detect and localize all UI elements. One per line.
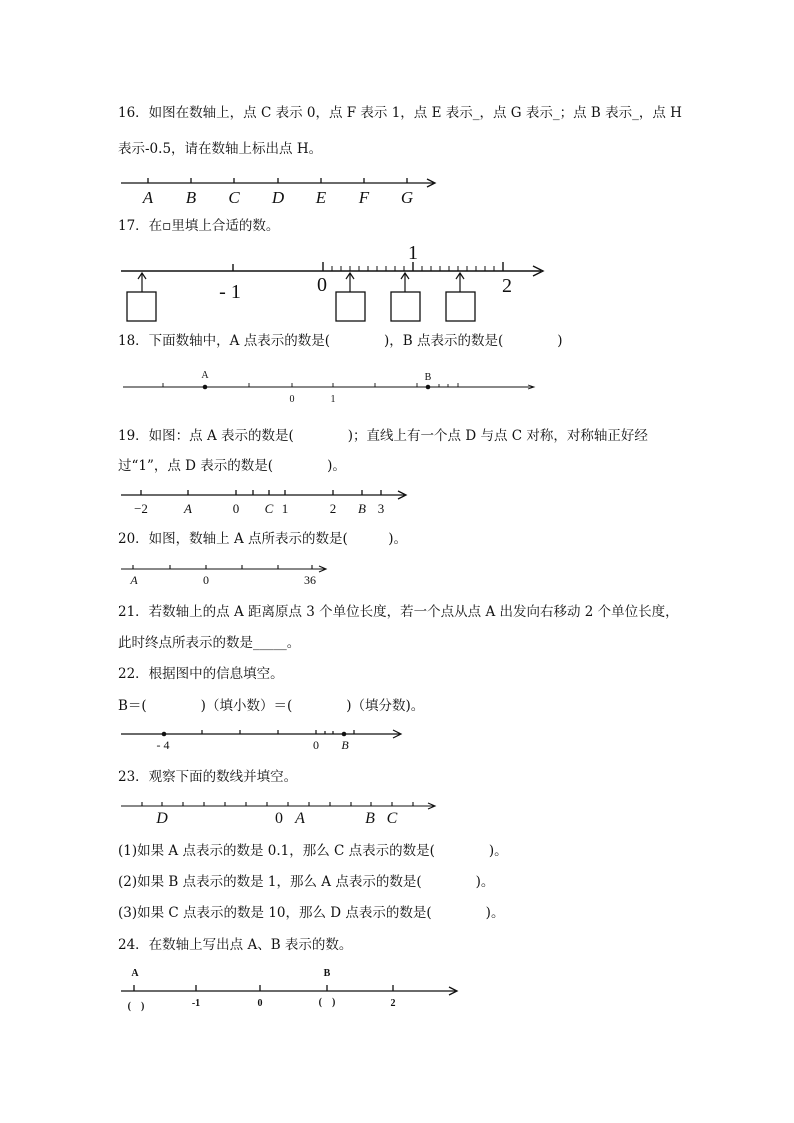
q16-label-b: B	[185, 188, 197, 207]
q18-label-1: 1	[330, 394, 336, 405]
q19-label-b: B	[358, 501, 366, 516]
q20-text: 20．如图，数轴上 A 点所表示的数是( )。	[118, 531, 408, 547]
q24-label-neg1: -1	[191, 998, 201, 1009]
q22-label-b: B	[341, 738, 349, 752]
q18-label-a: A	[201, 370, 209, 381]
q24-label-b: B	[323, 968, 331, 979]
q16-label-c: C	[228, 188, 240, 207]
q23-label-b: B	[365, 810, 375, 827]
q17-text: 17．在▫里填上合适的数。	[118, 218, 280, 234]
q18-text: 18．下面数轴中，A 点表示的数是( )，B 点表示的数是( )	[118, 333, 563, 349]
q22-fill-text: B＝( )（填小数）＝( )（填分数)。	[118, 698, 425, 714]
q24-answer-b[interactable]: ( )	[318, 997, 336, 1008]
q22-text: 22．根据图中的信息填空。	[118, 666, 284, 682]
q17-label-1: 1	[408, 242, 418, 264]
q23-label-0: 0	[275, 810, 283, 827]
q23-sub1: (1)如果 A 点表示的数是 0.1，那么 C 点表示的数是( )。	[118, 843, 508, 859]
q23-label-c: C	[386, 810, 398, 827]
q19-label-c: C	[264, 501, 274, 516]
q22-label-0: 0	[313, 738, 319, 752]
q24-label-2: 2	[390, 998, 396, 1009]
q19-label-neg2: −2	[134, 501, 148, 516]
q16-label-d: D	[271, 188, 285, 207]
q20-label-0: 0	[203, 573, 209, 587]
q23-sub2: (2)如果 B 点表示的数是 1，那么 A 点表示的数是( )。	[118, 874, 495, 890]
q21-text-line2: 此时终点所表示的数是_____。	[118, 635, 301, 651]
q16-text-line2: 表示-0.5，请在数轴上标出点 H。	[118, 141, 323, 157]
q24-label-0: 0	[257, 998, 263, 1009]
q17-label-0: 0	[317, 274, 327, 296]
q18-label-b: B	[424, 372, 432, 383]
q16-text-line1: 16．如图在数轴上，点 C 表示 0，点 F 表示 1，点 E 表示_，点 G 表示_；点 B 表示_，点 H	[118, 105, 682, 121]
q22-label-neg4: - 4	[156, 738, 170, 752]
q16-label-a: A	[142, 188, 154, 207]
q23-label-a: A	[295, 810, 305, 827]
q17-label-2: 2	[502, 275, 512, 297]
q23-label-d: D	[156, 810, 168, 827]
q19-label-3: 3	[377, 501, 385, 516]
q18-label-0: 0	[289, 394, 295, 405]
q20-label-a: A	[130, 573, 138, 587]
q20-label-36: 36	[304, 573, 316, 587]
q16-label-g: G	[400, 188, 414, 207]
q19-text-line1: 19．如图：点 A 表示的数是( )；直线上有一个点 D 与点 C 对称，对称轴正好经	[118, 428, 648, 444]
q19-label-a: A	[184, 501, 192, 516]
q16-label-f: F	[358, 188, 370, 207]
q19-label-2: 2	[329, 501, 337, 516]
q23-text: 23．观察下面的数线并填空。	[118, 769, 298, 785]
q17-label-neg1: - 1	[219, 281, 241, 303]
q19-label-1: 1	[281, 501, 289, 516]
q24-text: 24．在数轴上写出点 A、B 表示的数。	[118, 937, 353, 953]
q23-sub3: (3)如果 C 点表示的数是 10，那么 D 点表示的数是( )。	[118, 905, 505, 921]
q24-answer-a[interactable]: ( )	[127, 1001, 145, 1012]
q19-text-line2: 过“1”，点 D 表示的数是( )。	[118, 458, 346, 474]
q16-label-e: E	[315, 188, 327, 207]
q19-label-0: 0	[232, 501, 240, 516]
q21-text-line1: 21．若数轴上的点 A 距离原点 3 个单位长度，若一个点从点 A 出发向右移动 2 个单位长度，	[118, 604, 679, 620]
q24-label-a: A	[131, 968, 139, 979]
